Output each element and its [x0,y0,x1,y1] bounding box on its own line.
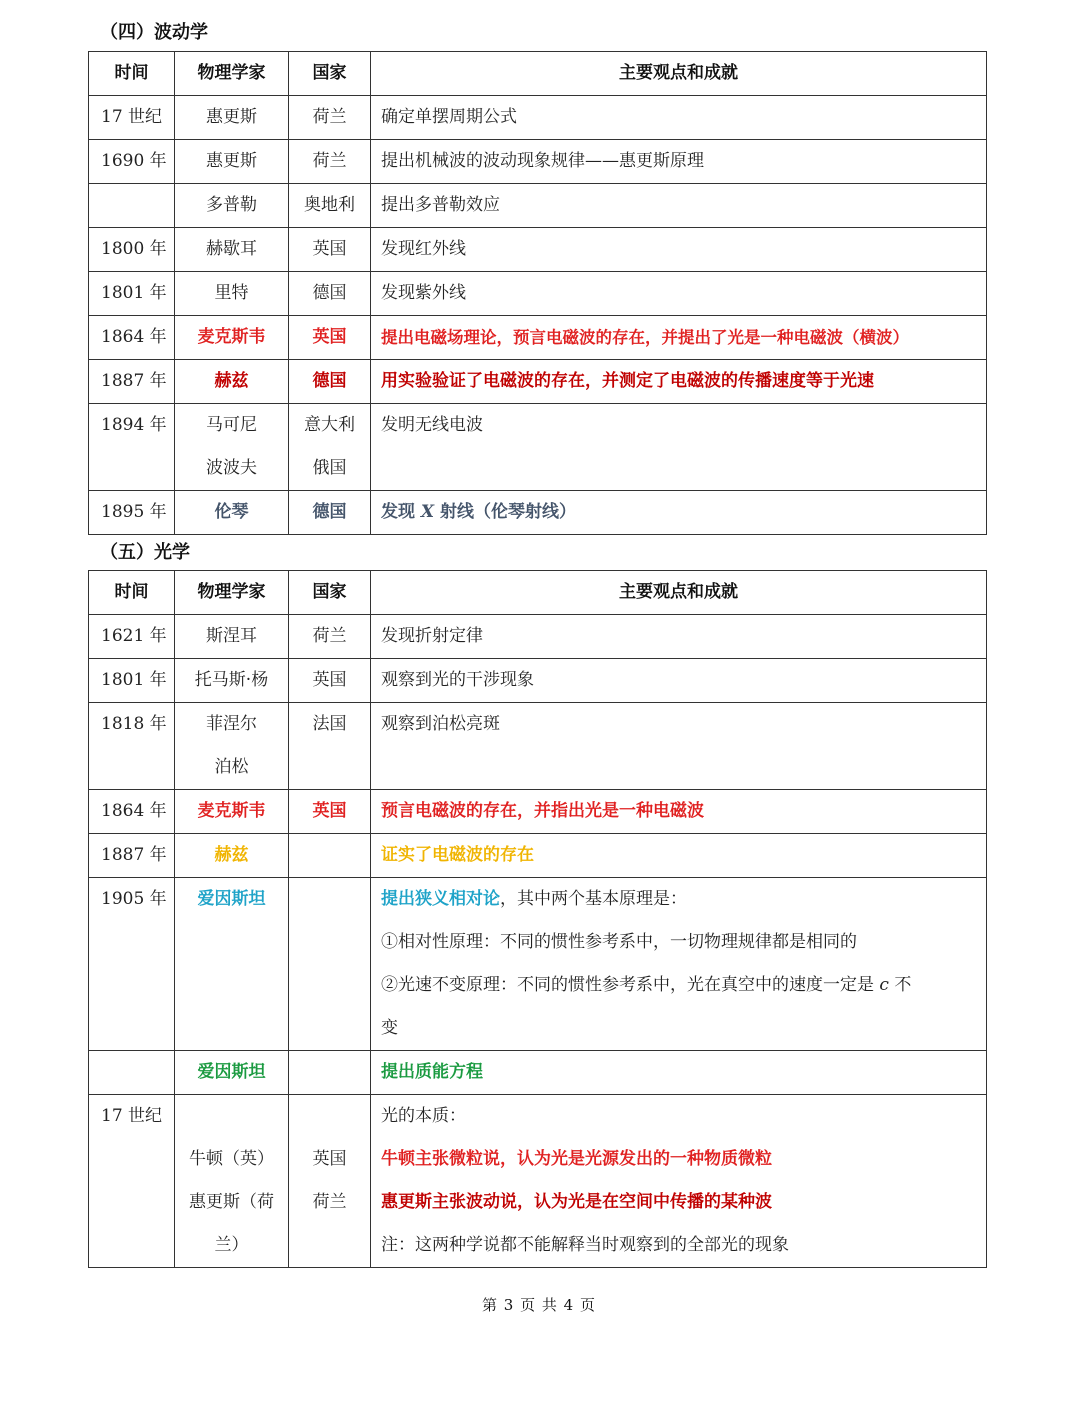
section-title-optics: （五）光学 [100,542,190,563]
table-header-row [89,571,987,615]
table-row [89,228,987,272]
waves-table [88,51,987,535]
country-cell: 德国 [289,272,371,316]
achievement-cell: 证实了电磁波的存在 [371,834,987,878]
table-row [89,184,987,228]
country-cell [289,878,371,1051]
c-symbol: c [879,975,889,995]
achievement-cell: 发现折射定律 [371,615,987,659]
time-cell: 1895 年 [89,491,175,535]
time-cell: 1818 年 [89,703,175,790]
scientist-cell: 赫兹 [175,360,289,404]
optics-table [88,570,987,1268]
time-cell: 1800 年 [89,228,175,272]
achievement-cell: 预言电磁波的存在，并指出光是一种电磁波 [371,790,987,834]
spacer [175,1095,288,1138]
achievement-cell [371,878,987,1051]
table-row [89,703,987,790]
header-scientist: 物理学家 [175,52,289,96]
country-cell [289,1095,371,1268]
scientist-cell: 麦克斯韦 [175,316,289,360]
country-cell: 德国 [289,491,371,535]
table-row [89,878,987,1051]
header-country: 国家 [289,52,371,96]
country-cell: 德国 [289,360,371,404]
time-cell: 1905 年 [89,878,175,1051]
achievement-text: 射线（伦琴射线） [434,502,577,522]
scientist-cell: 爱因斯坦 [175,1051,289,1095]
note: 注：这两种学说都不能解释当时观察到的全部光的现象 [381,1235,789,1255]
scientist-cell: 里特 [175,272,289,316]
achievement-cell: 发现红外线 [371,228,987,272]
scientist-cell: 伦琴 [175,491,289,535]
achievement-cell: 用实验验证了电磁波的存在，并测定了电磁波的传播速度等于光速 [371,360,987,404]
table-row [89,96,987,140]
achievement-cell: 提出电磁场理论，预言电磁波的存在，并提出了光是一种电磁波（横波） [371,316,987,360]
table-row [89,790,987,834]
achievement-cell: 观察到光的干涉现象 [371,659,987,703]
scientist-cell: 托马斯·杨 [175,659,289,703]
time-cell: 1864 年 [89,316,175,360]
achievement-cell: 确定单摆周期公式 [371,96,987,140]
achievement-cell [371,1095,987,1268]
achievement-cell: 提出机械波的波动现象规律——惠更斯原理 [371,140,987,184]
country-cell [289,834,371,878]
scientist-cell: 惠更斯 [175,140,289,184]
time-cell: 1801 年 [89,659,175,703]
relativity-highlight: 提出狭义相对论 [381,889,500,909]
achievement-cell: 提出多普勒效应 [371,184,987,228]
country-name: 意大利 [304,415,355,435]
achievement-line [381,878,986,921]
achievement-text: 发现 [381,502,421,522]
country-name: 荷兰 [312,1192,347,1212]
table-row [89,491,987,535]
table-row [89,360,987,404]
table-row [89,404,987,491]
country-cell [289,404,371,491]
table-row [89,834,987,878]
country-cell: 荷兰 [289,140,371,184]
table-row [89,316,987,360]
time-cell: 1864 年 [89,790,175,834]
country-cell: 英国 [289,228,371,272]
country-cell: 荷兰 [289,96,371,140]
time-cell: 1887 年 [89,834,175,878]
scientist-cell [175,703,289,790]
time-cell: 1621 年 [89,615,175,659]
scientist-name: 兰） [214,1235,249,1255]
table-row [89,1051,987,1095]
achievement-cell: 观察到泊松亮斑 [371,703,987,790]
header-achievement: 主要观点和成就 [371,52,987,96]
principle-2-end: 变 [381,1018,398,1038]
time-cell [89,1051,175,1095]
section-title-waves: （四）波动学 [100,22,208,43]
scientist-cell: 惠更斯 [175,96,289,140]
header-country: 国家 [289,571,371,615]
header-time: 时间 [89,52,175,96]
x-symbol: X [420,502,435,522]
table-header-row [89,52,987,96]
time-cell: 17 世纪 [89,96,175,140]
scientist-name: 波波夫 [206,458,257,478]
table-row [89,659,987,703]
scientist-cell: 赫兹 [175,834,289,878]
time-cell: 1887 年 [89,360,175,404]
achievement-cell: 发现紫外线 [371,272,987,316]
country-cell: 英国 [289,659,371,703]
time-cell: 1801 年 [89,272,175,316]
scientist-name: 惠更斯（荷 [189,1192,274,1212]
country-cell: 英国 [289,790,371,834]
country-cell: 奥地利 [289,184,371,228]
principle-2-text: ②光速不变原理：不同的惯性参考系中，光在真空中的速度一定是 [381,975,880,995]
table-row [89,272,987,316]
scientist-name: 牛顿（英） [189,1149,274,1169]
time-cell: 1690 年 [89,140,175,184]
scientist-cell [175,404,289,491]
scientist-name: 泊松 [214,757,249,777]
table-row [89,1095,987,1268]
newton-theory: 牛顿主张微粒说，认为光是光源发出的一种物质微粒 [381,1149,772,1169]
country-cell: 英国 [289,316,371,360]
light-nature-intro: 光的本质： [381,1106,466,1126]
country-cell: 法国 [289,703,371,790]
scientist-cell: 麦克斯韦 [175,790,289,834]
country-cell: 荷兰 [289,615,371,659]
header-scientist: 物理学家 [175,571,289,615]
time-cell: 1894 年 [89,404,175,491]
scientist-cell: 斯涅耳 [175,615,289,659]
header-time: 时间 [89,571,175,615]
scientist-cell: 爱因斯坦 [175,878,289,1051]
header-achievement: 主要观点和成就 [371,571,987,615]
country-cell [289,1051,371,1095]
principle-2-text: 不 [888,975,912,995]
principle-1: ①相对性原理：不同的惯性参考系中，一切物理规律都是相同的 [381,932,857,952]
scientist-name: 马可尼 [206,415,257,435]
scientist-name: 菲涅尔 [206,714,257,734]
time-cell: 17 世纪 [89,1095,175,1268]
scientist-cell [175,1095,289,1268]
country-name: 俄国 [312,458,347,478]
scientist-cell: 多普勒 [175,184,289,228]
achievement-text: ，其中两个基本原理是： [500,889,687,909]
time-cell [89,184,175,228]
spacer [289,1095,370,1138]
table-row [89,615,987,659]
principle-2 [381,964,986,1007]
achievement-cell: 发明无线电波 [371,404,987,491]
scientist-cell: 赫歇耳 [175,228,289,272]
achievement-cell: 提出质能方程 [371,1051,987,1095]
achievement-cell [371,491,987,535]
table-row [89,140,987,184]
huygens-theory: 惠更斯主张波动说，认为光是在空间中传播的某种波 [381,1192,772,1212]
country-name: 英国 [312,1149,347,1169]
page-footer: 第 3 页 共 4 页 [482,1296,596,1314]
